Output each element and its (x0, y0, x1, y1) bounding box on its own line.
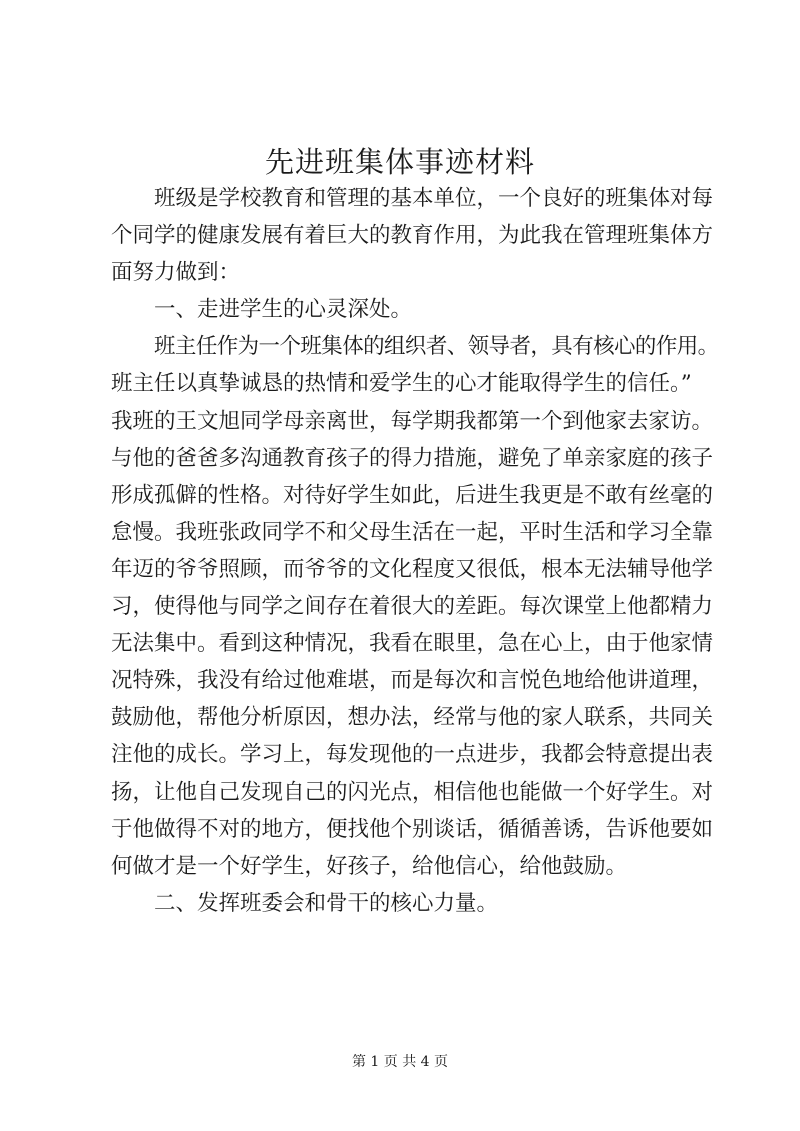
text-line: 习，使得他与同学之间存在着很大的差距。每次课堂上他都精力 (111, 594, 714, 620)
text-line: 扬，让他自己发现自己的闪光点，相信他也能做一个好学生。对 (111, 779, 714, 805)
text-line: 形成孤僻的性格。对待好学生如此，后进生我更是不敢有丝毫的 (111, 482, 714, 508)
text-line: 班级是学校教育和管理的基本单位，一个良好的班集体对每 (154, 186, 714, 211)
text-line: 面努力做到： (111, 260, 241, 286)
text-line: 个同学的健康发展有着巨大的教育作用，为此我在管理班集体方 (111, 223, 714, 249)
text-line: 班主任作为一个班集体的组织者、领导者，具有核心的作用。 (154, 334, 719, 360)
text-line: 鼓励他，帮他分析原因，想办法，经常与他的家人联系，共同关 (111, 705, 714, 731)
text-line: 我班的王文旭同学母亲离世，每学期我都第一个到他家去家访。 (111, 408, 714, 434)
text-line: 注他的成长。学习上，每发现他的一点进步，我都会特意提出表 (111, 742, 714, 768)
text-line: 年迈的爷爷照顾，而爷爷的文化程度又很低，根本无法辅导他学 (111, 556, 714, 582)
document-body (111, 180, 719, 922)
text-line: 一、走进学生的心灵深处。 (154, 297, 413, 323)
text-line: 二、发挥班委会和骨干的核心力量。 (154, 890, 499, 916)
text-line: 无法集中。看到这种情况，我看在眼里，急在心上，由于他家情 (111, 631, 714, 657)
text-line: 况特殊，我没有给过他难堪，而是每次和言悦色地给他讲道理， (111, 668, 714, 694)
text-line: 怠慢。我班张政同学不和父母生活在一起，平时生活和学习全靠 (111, 519, 714, 545)
text-line: 何做才是一个好学生，好孩子，给他信心，给他鼓励。 (111, 853, 628, 879)
text-line: 与他的爸爸多沟通教育孩子的得力措施，避免了单亲家庭的孩子 (111, 445, 714, 471)
document-title: 先进班集体事迹材料 (264, 145, 535, 179)
text-line: 班主任以真挚诚恳的热情和爱学生的心才能取得学生的信任。” (111, 371, 692, 397)
page-footer: 第 1 页 共 4 页 (351, 1054, 449, 1070)
text-line: 于他做得不对的地方，便找他个别谈话，循循善诱，告诉他要如 (111, 816, 714, 842)
